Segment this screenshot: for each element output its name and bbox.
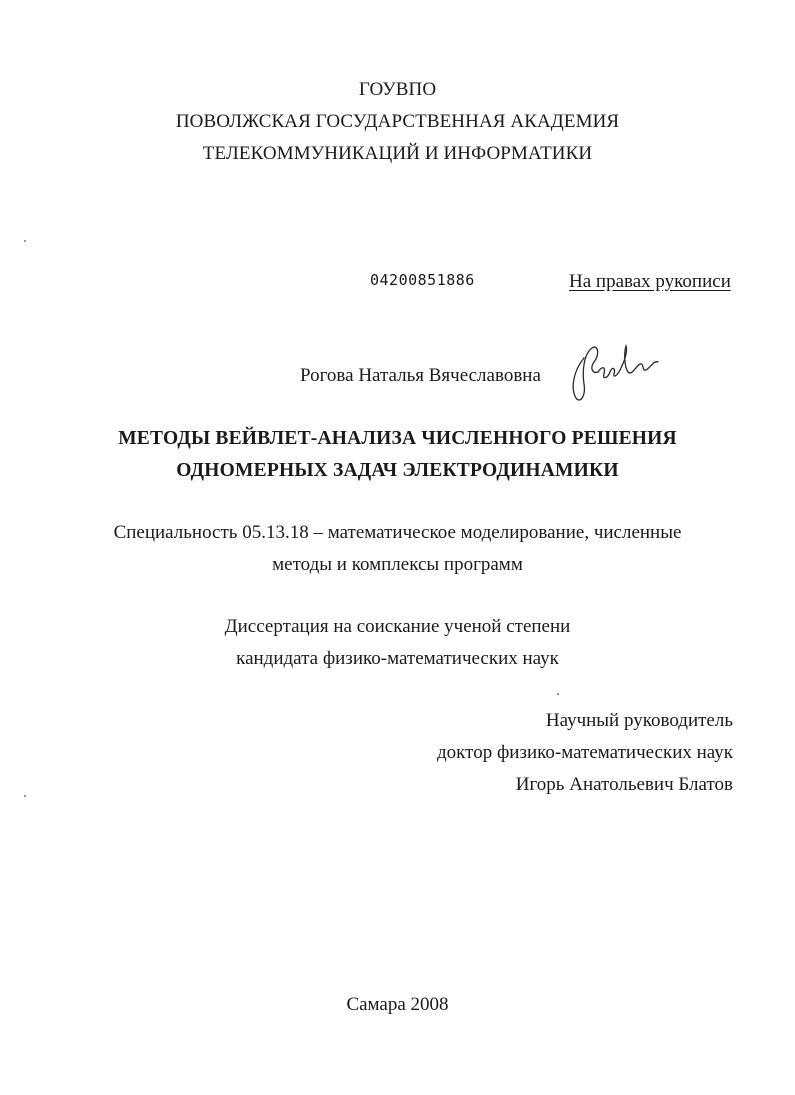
specialty-line-2: методы и комплексы программ	[272, 554, 523, 575]
supervisor-name: Игорь Анатольевич Блатов	[515, 774, 733, 795]
supervisor-degree: доктор физико-математических наук	[437, 742, 733, 763]
institution-line-3: ТЕЛЕКОММУНИКАЦИЙ И ИНФОРМАТИКИ	[202, 143, 593, 164]
author-signature	[562, 340, 672, 410]
scan-speck	[557, 693, 559, 695]
thesis-title-line-1: МЕТОДЫ ВЕЙВЛЕТ-АНАЛИЗА ЧИСЛЕННОГО РЕШЕНИЯ	[118, 428, 677, 449]
place-year: Самара 2008	[346, 994, 449, 1015]
supervisor-label: Научный руководитель	[545, 710, 733, 731]
author-name: Рогова Наталья Вячеславовна	[300, 365, 541, 386]
institution-line-2: ПОВОЛЖСКАЯ ГОСУДАРСТВЕННАЯ АКАДЕМИЯ	[175, 111, 620, 132]
thesis-title-line-2: ОДНОМЕРНЫХ ЗАДАЧ ЭЛЕКТРОДИНАМИКИ	[176, 460, 619, 481]
scan-speck	[24, 240, 26, 242]
degree-line-2: кандидата физико-математических наук	[236, 648, 559, 669]
rights-note: На правах рукописи	[569, 271, 731, 292]
scan-speck	[24, 795, 26, 797]
degree-line-1: Диссертация на соискание ученой степени	[224, 616, 571, 637]
registration-code: 04200851886	[370, 271, 475, 289]
institution-line-1: ГОУВПО	[358, 79, 437, 100]
specialty-line-1: Специальность 05.13.18 – математическое моделирование, численные	[113, 522, 682, 543]
